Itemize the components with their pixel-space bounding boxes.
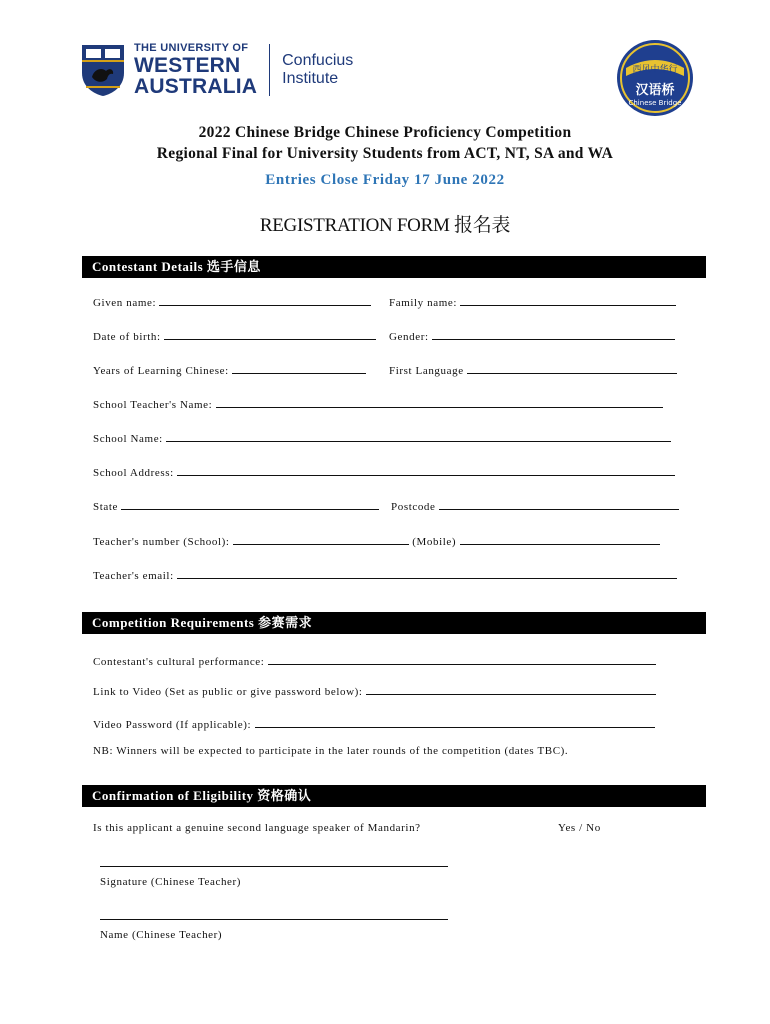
dob-row bbox=[93, 330, 376, 343]
dob-label: Date of birth: bbox=[93, 331, 161, 343]
uwa-line2: WESTERN bbox=[134, 54, 241, 77]
family-name-row bbox=[389, 296, 676, 309]
signature-label: Signature (Chinese Teacher) bbox=[100, 876, 242, 888]
school-address-label: School Address: bbox=[93, 467, 174, 479]
teacher-number-field[interactable] bbox=[233, 535, 409, 545]
first-language-row bbox=[389, 364, 677, 377]
given-name-row bbox=[93, 296, 371, 309]
cb-cn-text: 汉语桥 bbox=[635, 83, 675, 98]
name-label: Name (Chinese Teacher) bbox=[100, 929, 223, 941]
name-field[interactable] bbox=[100, 919, 448, 920]
winners-note: NB: Winners will be expected to participate in the later rounds of the competition (dates TBC). bbox=[93, 745, 569, 757]
logo-divider bbox=[269, 44, 270, 96]
uwa-line3: AUSTRALIA bbox=[134, 75, 258, 98]
gender-field[interactable] bbox=[432, 330, 675, 340]
video-password-row bbox=[93, 718, 655, 731]
uwa-wordmark bbox=[134, 43, 257, 97]
cb-en-text: Chinese Bridge bbox=[628, 99, 682, 107]
cb-top-text: 西风中华行 bbox=[632, 65, 678, 75]
signature-field[interactable] bbox=[100, 866, 448, 867]
teacher-name-field[interactable] bbox=[216, 398, 663, 408]
state-label: State bbox=[93, 501, 118, 513]
gender-label: Gender: bbox=[389, 331, 429, 343]
teacher-name-row bbox=[93, 398, 663, 411]
competition-subtitle: Regional Final for University Students from ACT, NT, SA and WA bbox=[156, 145, 614, 162]
yes-no-option[interactable]: Yes / No bbox=[558, 822, 601, 834]
eligibility-question: Is this applicant a genuine second language speaker of Mandarin? bbox=[93, 822, 421, 834]
first-language-label: First Language bbox=[389, 365, 464, 377]
school-address-field[interactable] bbox=[177, 466, 675, 476]
video-link-field[interactable] bbox=[366, 685, 656, 695]
video-password-label: Video Password (If applicable): bbox=[93, 719, 252, 731]
section-contestant-details: Contestant Details 选手信息 bbox=[82, 256, 706, 278]
video-link-label: Link to Video (Set as public or give password below): bbox=[93, 686, 363, 698]
teacher-email-row bbox=[93, 569, 677, 582]
form-title: REGISTRATION FORM 报名表 bbox=[259, 215, 511, 236]
section-competition-requirements: Competition Requirements 参赛需求 bbox=[82, 612, 706, 634]
teacher-number-label: Teacher's number (School): bbox=[93, 536, 230, 548]
uwa-crest-icon bbox=[80, 43, 126, 97]
uwa-confucius-logo bbox=[80, 42, 353, 98]
years-field[interactable] bbox=[232, 364, 366, 374]
teacher-number-row bbox=[93, 535, 660, 548]
teacher-email-label: Teacher's email: bbox=[93, 570, 174, 582]
school-address-row bbox=[93, 466, 675, 479]
video-password-field[interactable] bbox=[255, 718, 655, 728]
years-label: Years of Learning Chinese: bbox=[93, 365, 229, 377]
cultural-label: Contestant's cultural performance: bbox=[93, 656, 265, 668]
mobile-label: (Mobile) bbox=[412, 536, 457, 548]
cultural-field[interactable] bbox=[268, 655, 656, 665]
chinese-bridge-logo-icon bbox=[612, 38, 698, 118]
dob-field[interactable] bbox=[164, 330, 376, 340]
family-name-label: Family name: bbox=[389, 297, 457, 309]
section-eligibility: Confirmation of Eligibility 资格确认 bbox=[82, 785, 706, 807]
gender-row bbox=[389, 330, 675, 343]
years-row bbox=[93, 364, 366, 377]
ci-line1: Confucius bbox=[282, 52, 354, 69]
school-name-field[interactable] bbox=[166, 432, 671, 442]
video-link-row bbox=[93, 685, 656, 698]
family-name-field[interactable] bbox=[460, 296, 676, 306]
school-name-row bbox=[93, 432, 671, 445]
teacher-name-label: School Teacher's Name: bbox=[93, 399, 213, 411]
ci-line2: Institute bbox=[282, 70, 339, 87]
competition-title: 2022 Chinese Bridge Chinese Proficiency Competition bbox=[198, 124, 572, 141]
state-field[interactable] bbox=[121, 500, 379, 510]
postcode-field[interactable] bbox=[439, 500, 679, 510]
uwa-line1: THE UNIVERSITY OF bbox=[134, 42, 249, 54]
teacher-email-field[interactable] bbox=[177, 569, 677, 579]
cultural-row bbox=[93, 655, 656, 668]
postcode-row bbox=[391, 500, 679, 513]
state-row bbox=[93, 500, 379, 513]
mobile-field[interactable] bbox=[460, 535, 660, 545]
postcode-label: Postcode bbox=[391, 501, 436, 513]
confucius-wordmark bbox=[282, 52, 353, 88]
school-name-label: School Name: bbox=[93, 433, 163, 445]
given-name-field[interactable] bbox=[159, 296, 371, 306]
first-language-field[interactable] bbox=[467, 364, 677, 374]
entries-close-notice: Entries Close Friday 17 June 2022 bbox=[265, 172, 505, 188]
given-name-label: Given name: bbox=[93, 297, 157, 309]
